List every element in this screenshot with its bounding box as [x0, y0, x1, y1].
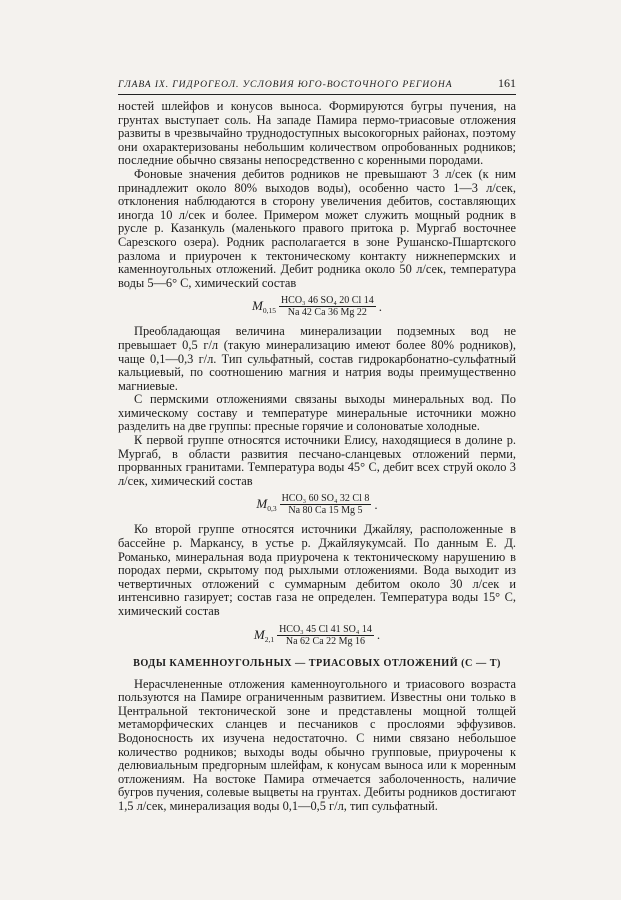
paragraph-continued: ностей шлейфов и конусов выноса. Формируются бугры пучения, на грунтах выступает соль. На западе Памира пермо-триасовые отложения развиты в чрезвычайно труднодоступных высокогорных районах, поэтому они охарактеризованы небольшим количеством опробованных родников; последние обычно связаны непосредственно с коренными породами.: [118, 99, 516, 168]
formula-numerator: HCO₃ 60 SO₄ 32 Cl 8: [281, 493, 370, 505]
formula-m: $M_{0,15}$: [251, 298, 276, 316]
formula-period: .: [378, 298, 383, 314]
paragraph-elisu-springs: К первой группе относятся источники Елису, находящиеся в долине р. Мургаб, в области развития песчано-сланцевых отложений перми, прорванных гранитами. Температура воды 45° С, дебит всех струй около 3 л/сек, химический состав: [118, 433, 516, 488]
chemical-formula-1: [118, 295, 516, 318]
formula-numerator: HCO₃ 45 Cl 41 SO₄ 14: [279, 623, 372, 635]
chapter-title: ГЛАВА IX. ГИДРОГЕОЛ. УСЛОВИЯ ЮГО-ВОСТОЧНОГО РЕГИОНА: [118, 79, 453, 90]
paragraph-jailyau-springs: Ко второй группе относятся источники Джайляу, расположенные в бассейне р. Маркансу, в устье р. Джайляукумсай. По данным Е. Д. Романько, минеральная вода приурочена к тектоническому нарушению в породах перми, скрытому под рыхлыми отложениями. Вода выходит из четвертичных отложений с суммарным дебитом около 30 л/сек и интенсивно газирует; состав газа не определен. Температура воды 15° С, химический состав: [118, 522, 516, 618]
mineralization-subscript: 2,1: [264, 634, 275, 644]
section-heading: ВОДЫ КАМЕННОУГОЛЬНЫХ — ТРИАСОВЫХ ОТЛОЖЕНИЙ (С — Т): [133, 657, 501, 669]
paragraph-carboniferous-triassic: Нерасчлененные отложения каменноугольного и триасового возраста пользуются на Памире ограниченным развитием. Известны они только в Центральной тектонической зоне и представлены мощной толщей метаморфических сланцев и песчаников с прослоями эффузивов. Водоносность их изучена недостаточно. С ними связано небольшое количество родников; выходы воды обычно групповые, приурочены к делювиальным предгорным шлейфам, к конусам выноса или к моренным отложениям. На востоке Памира отмечается заболоченность, наличие бугров пучения, солевые выцветы на грунтах. Дебиты родников достигают 1,5 л/сек, минерализация воды 0,1—0,5 г/л, тип сульфатный.: [118, 676, 516, 813]
formula-numerator: HCO₃ 46 SO₄ 20 Cl 14: [280, 295, 374, 307]
chemical-formula-3: [118, 624, 516, 647]
formula-m: $M_{0,3}$: [256, 496, 277, 514]
text-column: [118, 100, 516, 814]
formula-fraction: [279, 295, 376, 318]
formula-m: $M_{2,1}$: [253, 626, 275, 644]
paragraph-mineralization: Преобладающая величина минерализации подземных вод не превышает 0,5 г/л (такую минерализацию имеют более 80% родников), чаще 0,1—0,3 г/л. Тип сульфатный, состав гидрокарбонатно-сульфатный кальциевый, по соотношению магния и натрия воды преимущественно магниевые.: [118, 324, 516, 393]
running-header: [118, 76, 516, 95]
mineralization-subscript: 0,15: [262, 306, 276, 316]
chemical-formula-2: [118, 493, 516, 516]
formula-fraction: [277, 624, 374, 647]
paragraph-mineral-waters: С пермскими отложениями связаны выходы минеральных вод. По химическому составу и температуре минеральные источники можно разделить на две группы: пресные горячие и солоноватые холодные.: [118, 392, 516, 434]
formula-period: .: [376, 627, 381, 643]
mineralization-subscript: 0,3: [267, 504, 277, 514]
page-number: 161: [498, 76, 516, 90]
paragraph-spring-discharge: Фоновые значения дебитов родников не превышают 3 л/сек (к ним принадлежит около 80% выходов воды), особенно часто 1—3 л/сек, отклонения наблюдаются в сторону увеличения дебитов, составляющих иногда 10 л/сек и более. Примером может служить мощный родник в русле р. Казанкуль (маленького правого притока р. Мургаб восточнее Сарезского озера). Родник располагается в зоне Рушанско-Пшартского разлома и приурочен к тектоническому контакту нижнепермских и каменноугольных отложений. Дебит родника около 50 л/сек, температура воды 5—6° С, химический состав: [118, 166, 516, 290]
formula-period: .: [374, 496, 378, 512]
formula-denominator: Na 62 Ca 22 Mg 16: [285, 635, 366, 647]
formula-fraction: [280, 493, 372, 516]
formula-denominator: Na 80 Ca 15 Mg 5: [288, 505, 363, 517]
formula-denominator: Na 42 Ca 36 Mg 22: [287, 307, 367, 319]
